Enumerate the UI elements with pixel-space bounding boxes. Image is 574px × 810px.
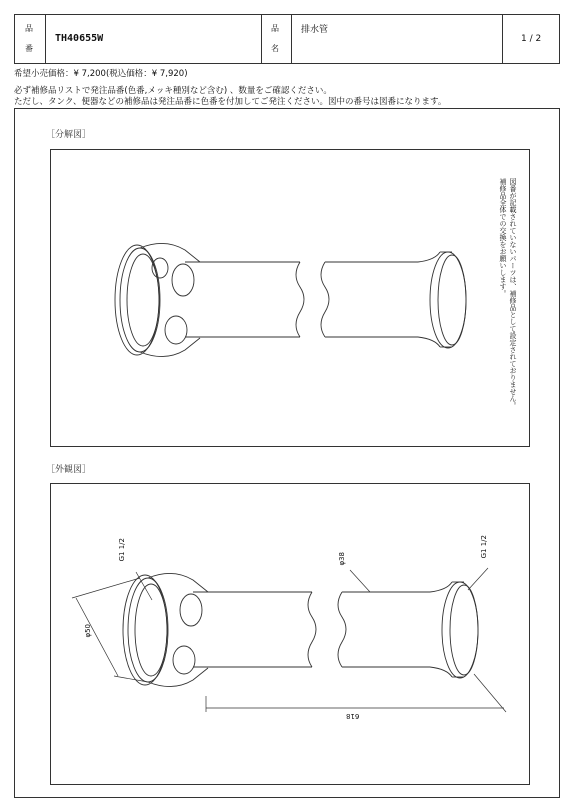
flare-bottom (430, 667, 452, 677)
nut-thread-inner (127, 254, 159, 346)
pipe-diameter-label: φ38 (338, 552, 346, 566)
note-line-2: ただし、タンク、便器などの補修品は発注品番に色番を付加してご発注ください。図中の番号は図番になります。 (14, 97, 447, 107)
end-thread-inner (450, 585, 478, 675)
flare-top (418, 252, 440, 262)
nut-facet (173, 646, 195, 674)
leader-pipe-diameter (350, 570, 370, 592)
page-number: 1 / 2 (521, 34, 542, 44)
nut-thread-outer (120, 248, 160, 352)
nut-facet (165, 316, 187, 344)
pipe-break-right (338, 592, 346, 667)
part-number: TH40655W (55, 33, 104, 44)
end-thread-outer (430, 252, 466, 348)
dim-ext-line (114, 676, 148, 682)
exterior-view-title: ［外観図］ (46, 465, 92, 475)
price-line: 希望小売価格：¥ 7,200(税込価格：¥ 7,920) (14, 69, 188, 79)
nut-facet (172, 264, 194, 296)
hinban-label-bottom: 番 (25, 44, 33, 53)
end-thread-outer (442, 582, 478, 678)
exterior-pipe-drawing (123, 573, 478, 686)
exploded-pipe-drawing (115, 243, 466, 356)
pipe-break-right (321, 262, 329, 337)
flare-bottom (418, 337, 440, 347)
end-thread-inner (438, 255, 466, 345)
side-note-line-1: 図番が記載されていないパーツは、補修品として設定されておりません。 (509, 178, 517, 409)
dim-nut-diameter (76, 598, 118, 676)
flare-top (430, 582, 452, 592)
leader-thread-right (468, 568, 488, 590)
thread-right-label: G1 1/2 (480, 535, 488, 559)
exploded-view-title: ［分解図］ (46, 130, 92, 140)
nut-thread-ring (123, 575, 167, 685)
pipe-break-left (296, 262, 304, 337)
hinmei-label-bottom: 名 (271, 44, 279, 53)
nut-thread-ring (115, 245, 159, 355)
thread-left-label: G1 1/2 (118, 538, 126, 562)
hinban-label-top: 品 (25, 24, 33, 33)
length-label: 618 (346, 712, 360, 720)
nut-diameter-label: φ50 (84, 624, 92, 638)
nut-facet (180, 594, 202, 626)
dim-ext-line (474, 674, 506, 712)
side-note-line-2: 補修品全体での交換をお願いします。 (499, 178, 507, 297)
hinmei-label-top: 品 (271, 24, 279, 33)
note-line-1: 必ず補修品リストで発注品番(色番,メッキ種別など含む) 、数量をご確認ください。 (14, 86, 332, 96)
dim-ext-line (72, 578, 140, 598)
pipe-break-left (308, 592, 316, 667)
part-name: 排水管 (301, 25, 329, 35)
